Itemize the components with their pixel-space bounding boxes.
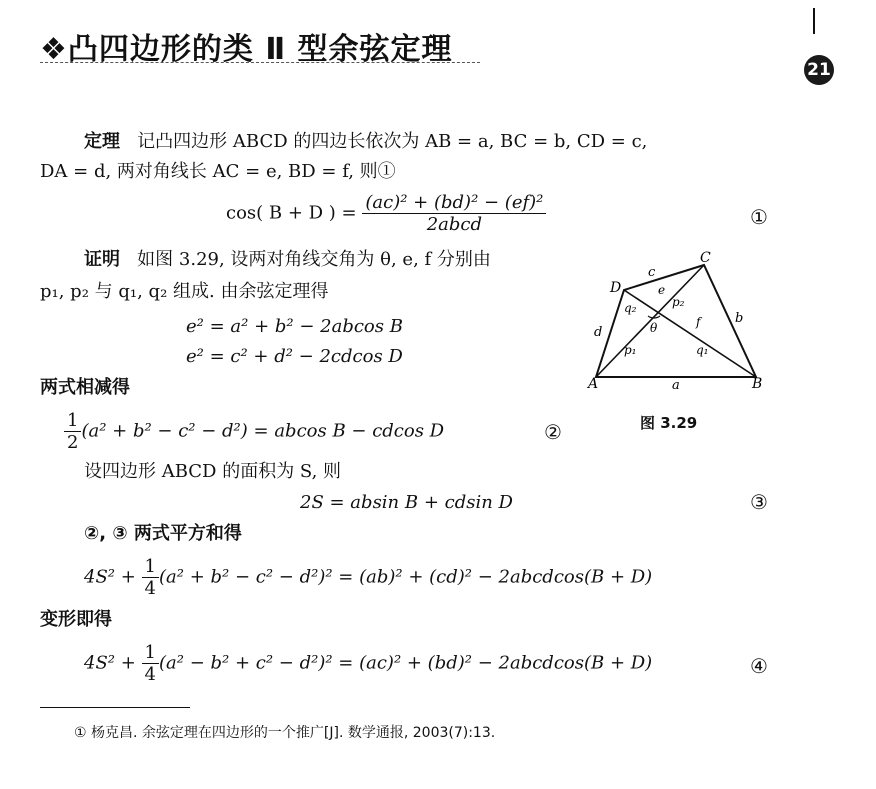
eq4-lead: 4S² + [84,566,136,588]
diag-e-label: e [658,283,666,297]
diag-f-label: f [696,315,701,329]
quadrilateral-figure [580,246,780,396]
eq4-frac-den: 4 [144,578,156,599]
eq5-lead: 4S² + [84,652,136,674]
side-d-label: d [594,325,603,340]
cos-law-eq-b: e² = c² + d² − 2cdcos D [186,346,403,367]
q2-label: q₂ [624,301,637,315]
eq2-body: (a² + b² − c² − d²) = abcos B − cdcos D [81,420,445,442]
square-text: ②, ③ 两式平方和得 [84,523,242,544]
eq4-frac-num: 1 [142,556,159,578]
equation-3: 2S = absin B + cdsin D [300,492,513,513]
cos-law-eq-a: e² = a² + b² − 2abcos B [186,316,403,337]
side-c-label: c [648,265,656,280]
eq1-denominator: 2abcd [426,214,483,235]
eq4-fraction [142,556,159,599]
theta-label: θ [650,321,658,335]
page-number-badge: 21 [804,55,834,85]
side-a-label: a [672,378,680,393]
subtract-text: 两式相减得 [40,377,130,398]
proof-line-1 [84,248,491,272]
eq5-body: (a² − b² + c² − d²)² = (ac)² + (bd)² − 2abcdcos(B + D) [159,652,653,674]
eq1-lhs: cos( B + D ) = [226,202,357,224]
eq2-frac-den: 2 [67,432,79,453]
vertex-c-label: C [700,250,711,266]
equation-2 [64,410,444,453]
eq1-fraction [362,192,546,235]
side-b-label: b [735,311,744,326]
section-title: ❖凸四边形的类 Ⅱ 型余弦定理 [40,32,453,67]
eq2-frac-num: 1 [64,410,81,432]
proof-text-1: 如图 3.29, 设两对角线交角为 θ, e, f 分别由 [137,249,491,270]
eq5-tag: ④ [750,654,768,678]
title-underline [40,62,480,63]
eq3-tag: ③ [750,490,768,514]
vertex-d-label: D [610,280,622,296]
q1-label: q₁ [696,343,709,357]
equation-4 [84,556,652,599]
theorem-label: 定理 [84,131,120,152]
eq1-numerator: (ac)² + (bd)² − (ef)² [362,192,546,214]
footnote-rule [40,707,190,708]
footnote-text: ① 杨克昌. 余弦定理在四边形的一个推广[J]. 数学通报, 2003(7):13. [74,725,496,741]
eq2-fraction [64,410,81,453]
vertex-a-label: A [588,376,599,392]
eq5-fraction [142,642,159,685]
eq4-body: (a² + b² − c² − d²)² = (ab)² + (cd)² − 2abcdcos(B + D) [159,566,653,588]
figure-caption: 图 3.29 [640,414,698,432]
eq2-tag: ② [544,420,562,444]
theorem-line-1 [84,130,647,154]
proof-text-2: p₁, p₂ 与 q₁, q₂ 组成. 由余弦定理得 [40,281,329,302]
top-margin-mark [813,8,815,34]
eq1-tag: ① [750,205,768,229]
equation-1 [226,192,546,235]
area-text: 设四边形 ABCD 的面积为 S, 则 [84,461,342,482]
theorem-text-2: DA = d, 两对角线长 AC = e, BD = f, 则① [40,161,396,182]
eq5-frac-den: 4 [144,664,156,685]
transform-text: 变形即得 [40,609,112,630]
equation-5 [84,642,652,685]
p2-label: p₂ [672,295,685,309]
proof-label: 证明 [84,249,120,270]
vertex-b-label: B [752,376,763,392]
p1-label: p₁ [624,343,637,357]
theorem-text-1: 记凸四边形 ABCD 的四边长依次为 AB = a, BC = b, CD = c, [137,131,648,152]
eq5-frac-num: 1 [142,642,159,664]
